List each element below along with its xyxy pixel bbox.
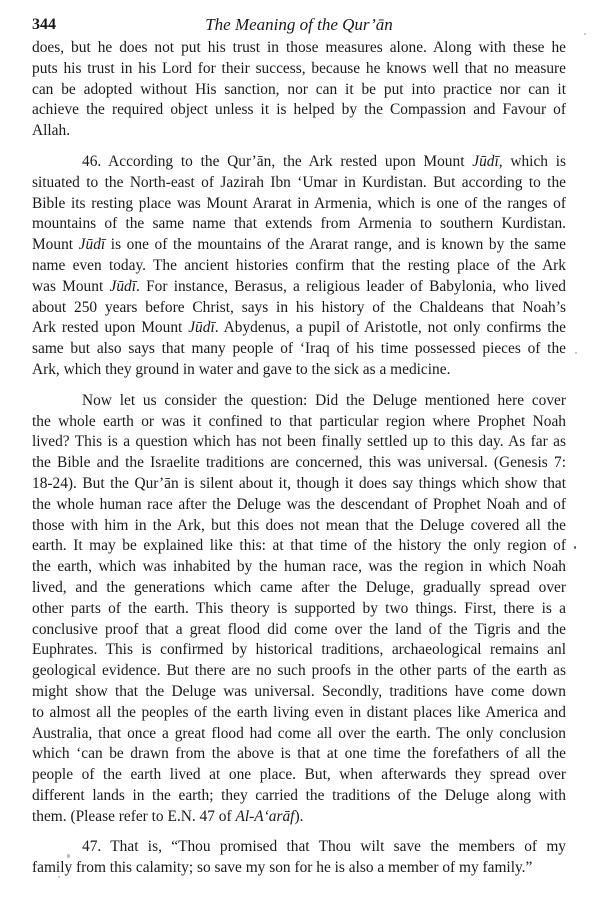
italic-term: Jūdī <box>109 277 136 295</box>
text-line: the earth, which was inhabited by the human race, was the region in which Noah <box>32 558 566 576</box>
italic-term: Jūdī <box>78 236 106 254</box>
text-line: Australia, that once a great flood had come all over the earth. The only conclusion <box>32 724 566 742</box>
text-line: Now let us consider the question: Did the Deluge mentioned here cover <box>82 391 566 409</box>
text-line: geological evidence. But there are no such proofs in the other parts of the earth as <box>32 662 566 680</box>
text-line: about 250 years before Christ, says in his history of the Chaldeans that Noah’s <box>32 298 566 316</box>
text-line: mountains of the same name that extends from Armenia to southern Kurdistan. <box>32 215 566 233</box>
scan-speck <box>58 876 60 878</box>
text-line: the Bible and the Israelite traditions are concerned, this was universal. (Genesis 7: <box>32 454 566 472</box>
text-line: conclusive proof that a great flood did come over the land of the Tigris and the <box>32 620 566 638</box>
text-line: people of the earth lived at one place. But, when afterwards they spread over <box>32 766 566 784</box>
scan-speck <box>584 33 586 35</box>
page-number: 344 <box>32 16 56 33</box>
text-line: 18-24). But the Qur’ān is silent about it, though it does say things which show that <box>32 474 566 492</box>
text-line: same but also says that many people of ‘Iraq of his time possessed pieces of the <box>32 340 566 358</box>
paragraph <box>32 391 566 828</box>
running-head <box>32 14 566 36</box>
text-line: which ‘can be drawn from the above is that at one time the forefathers of all the <box>32 745 566 763</box>
text-line: the whole earth or was it confined to that particular region where Prophet Noah <box>32 412 566 430</box>
text-line: to almost all the peoples of the earth living even in distant places like America and <box>32 703 566 721</box>
text-line: them. (Please refer to E.N. 47 of Al-A‘arāf). <box>32 807 304 825</box>
scan-speck <box>574 546 576 549</box>
paragraph <box>32 38 566 142</box>
text-line: does, but he does not put his trust in those measures alone. Along with these he <box>32 39 566 56</box>
body-text <box>32 38 566 879</box>
text-line: lived? This is a question which has not been finally settled up to this day. As far as <box>32 433 566 451</box>
paragraph <box>32 152 566 381</box>
text-line: the whole human race after the Deluge was the descendant of Prophet Noah and of <box>32 495 566 513</box>
text-line: was Mount Jūdī. For instance, Berasus, a religious leader of Babylonia, who lived <box>32 277 566 295</box>
text-line: earth. It may be explained like this: at that time of the history the only region of <box>32 537 566 555</box>
text-line: lived, and the generations which came after the Deluge, gradually spread over <box>32 578 566 596</box>
text-line: Ark, which they ground in water and gave to the sick as a medicine. <box>32 360 451 378</box>
text-line: achieve the required object unless it is helped by the Compassion and Favour of <box>32 101 566 119</box>
text-line: situated to the North-east of Jazirah Ibn ‘Umar in Kurdistan. But according to the <box>32 173 566 191</box>
text-line: Mount Jūdī is one of the mountains of the Ararat range, and is known by the same <box>32 236 566 254</box>
text-line: name even today. The ancient histories confirm that the resting place of the Ark <box>32 256 566 274</box>
text-line: Allah. <box>32 122 71 140</box>
text-line: 46. According to the Qur’ān, the Ark rested upon Mount Jūdī, which is <box>82 152 566 170</box>
italic-term: Al-A‘arāf <box>235 807 295 825</box>
running-title: The Meaning of the Qur’ān <box>205 15 393 34</box>
text-line: 47. That is, “Thou promised that Thou wilt save the members of my <box>82 838 566 856</box>
italic-term: Jūdī <box>188 319 215 337</box>
paragraph <box>32 837 566 879</box>
text-line: family from this calamity; so save my son for he is also a member of my family.” <box>32 859 533 877</box>
text-line: Ark rested upon Mount Jūdī. Abydenus, a pupil of Aristotle, not only confirms the <box>32 319 566 337</box>
scan-speck <box>67 854 70 858</box>
italic-term: Jūdī <box>472 152 499 170</box>
text-line: other parts of the earth. This theory is supported by two things. First, there is a <box>32 599 566 617</box>
text-line: Euphrates. This is confirmed by historical traditions, archaeological remains anl <box>32 641 566 659</box>
scan-speck <box>575 352 577 354</box>
text-line: might show that the Deluge was universal. Secondly, traditions have come down <box>32 682 566 700</box>
text-line: Bible its resting place was Mount Ararat in Armenia, which is one of the ranges of <box>32 194 566 212</box>
text-line: those with him in the Ark, but this does not mean that the Deluge covered all the <box>32 516 566 534</box>
text-line: different lands in the earth; they carried the traditions of the Deluge along with <box>32 786 566 804</box>
text-line: puts his trust in his Lord for their success, because he knows well that no measure <box>32 59 566 77</box>
text-line: can be adopted without His sanction, nor can it be put into practice nor can it <box>32 80 566 98</box>
